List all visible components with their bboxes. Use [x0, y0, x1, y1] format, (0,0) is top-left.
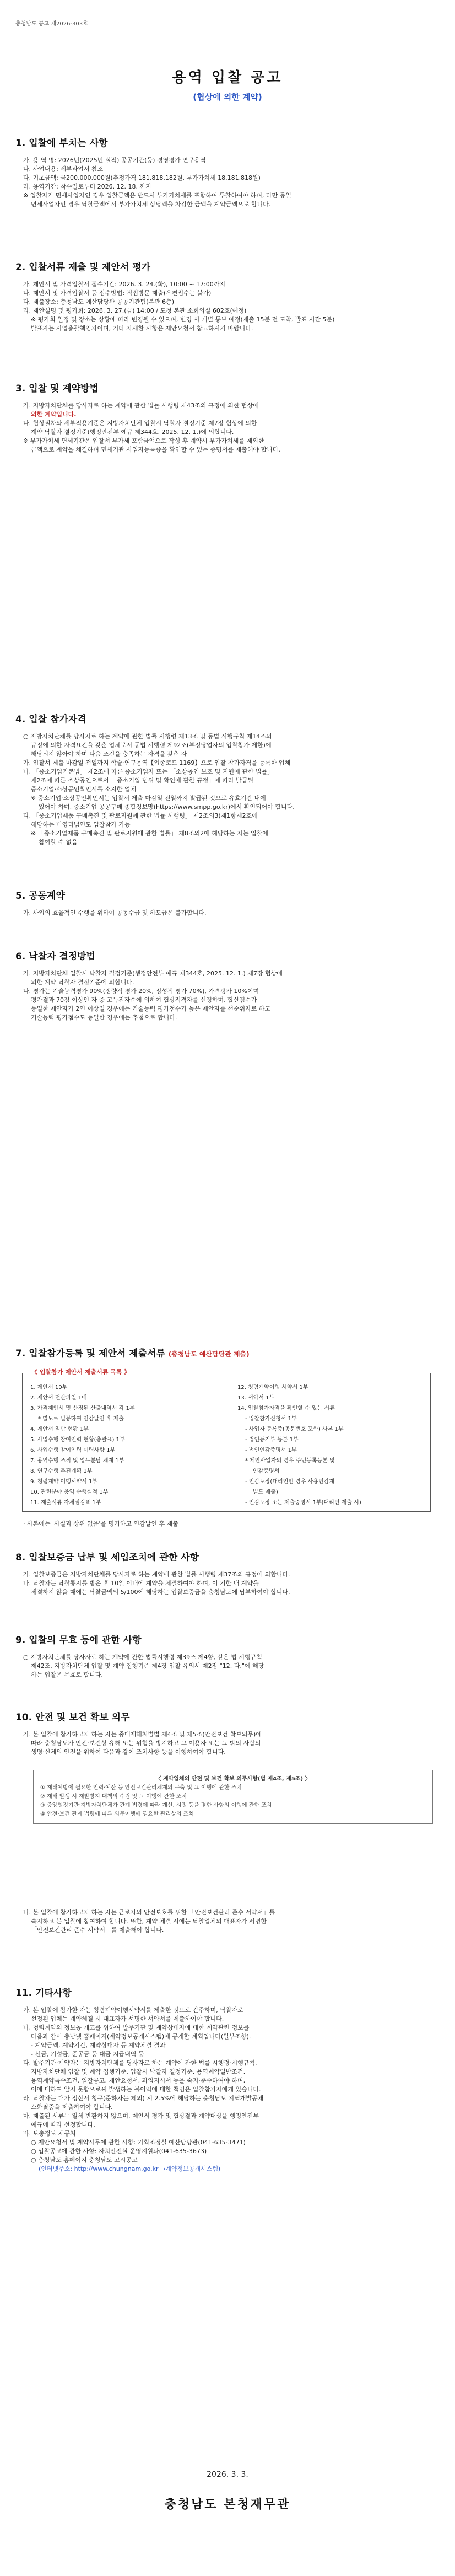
section-heading: 8. 입찰보증금 납부 및 세입조치에 관한 사항 [15, 1552, 199, 1563]
text-line: 나. 사업내용: 세부과업서 참조 [23, 165, 104, 173]
list-item: 9. 청렴계약 이행서약서 1부 [30, 1479, 98, 1485]
text-line: 금액으로 계약을 체결하며 면세기관 사업자등록증을 확인할 수 있는 증명서를 제출해야 합니다. [31, 446, 280, 453]
text-line: 나. 협상절차와 세부적용기준은 지방자치단체 입찰시 낙찰자 결정기준 제7장 협상에 의한 [23, 420, 257, 427]
text-line: ※ 「중소기업제품 구매촉진 및 판로지원에 관한 법률」 제8조의2에 해당하는 자는 입찰에 [31, 830, 268, 837]
text-line: 계약 낙찰자 결정기준(행정안전부 예규 제344호, 2025. 12. 1.)에 의합니다. [31, 428, 234, 436]
text-line: 참여할 수 없음 [39, 839, 78, 846]
text-line [15, 401, 440, 410]
list-item: 1. 제안서 10부 [30, 1384, 68, 1391]
section-heading-note: (충청남도 예산담당관 제출) [168, 1350, 250, 1358]
section-heading: 11. 기타사항 [15, 1988, 72, 1999]
text-line: 「안전보건관리 준수 서약서」를 제출해야 합니다. [31, 1926, 164, 1934]
box-title: 《 입찰참가 제안서 제출서류 목록 》 [28, 1367, 133, 1376]
text-line: - 선금, 기성금, 준공금 등 대금 지급내역 등 [31, 2051, 144, 2058]
list-item: 11. 제출서류 자체점검표 1부 [30, 1500, 101, 1506]
section-heading: 2. 입찰서류 제출 및 제안서 평가 [15, 262, 150, 273]
text-line: ○ 지방자치단체를 당사자로 하는 계약에 관한 법률 시행령 제13조 및 동법 시행규칙 제14조의 [23, 733, 272, 740]
text-line: 가. 본 입찰에 참가하고자 하는 자는 중대재해처벌법 제4조 및 제5조(안전보건 확보의무)에 [23, 1731, 262, 1738]
section-heading: 9. 입찰의 무효 등에 관한 사항 [15, 1635, 142, 1646]
text-line: 나. 「중소기업기본법」 제2조에 따른 중소기업자 또는 「소상공인 보호 및 지원에 관한 법률」 [23, 768, 274, 775]
list-item: 인감증명서 [253, 1468, 280, 1474]
text-line: 제42조, 지방자치단체 입찰 및 계약 집행기준 제4장 입찰 유의서 제2장 "12. 다."에 해당 [31, 1662, 264, 1670]
text-line: 라. 낙찰자는 대가 정산서 청구(준하자는 제외) 시 2.5%에 해당하는 충청남도 지역개발공채 [23, 2095, 264, 2102]
text-line: 생명·신체의 안전을 위하여 다음과 같이 조치사항 등을 이행하여야 합니다. [31, 1748, 226, 1756]
text-line: ○ 제안요청서 및 계약사무에 관한 사항: 기획조정실 예산담당관(041-635-3471) [31, 2139, 246, 2146]
obligation-item: ④ 안전·보건 관계 법령에 따른 의무이행에 필요한 관리상의 조치 [40, 1811, 194, 1817]
text-line: 가. 제안서 및 가격입찰서 접수기간: 2026. 3. 24.(화), 10:00 ~ 17:00까지 [23, 281, 225, 288]
text-line: 있어야 하며, 중소기업 공공구매 종합정보망(https://www.smpp.go.kr)에서 확인되어야 합니다. [39, 803, 295, 811]
section-8 [15, 1549, 440, 1596]
section-heading: 5. 공동계약 [15, 890, 65, 901]
text-line: 나. 제안서 및 가격입찰서 등 접수방법: 직접방문 제출(우편접수는 불가) [23, 289, 212, 297]
text-line: 가. 지방자치단체 입찰시 낙찰자 결정기준(행정안전부 예규 제344호, 2025. 12. 1.) 제7장 협상에 [23, 970, 283, 977]
list-item: 2. 제안서 전산파일 1매 [30, 1395, 87, 1401]
section-heading: 6. 낙찰자 결정방법 [15, 951, 96, 962]
list-item: - 법인등기부 등본 1부 [245, 1437, 299, 1443]
text-line: 따라 충청남도가 안전·보건상 유해 또는 위험을 방지하고 그 이용자 또는 그 밖의 사람의 [31, 1740, 261, 1747]
section-1 [15, 135, 440, 208]
text-line: 해당되지 않아야 하며 다음 조건을 충족하는 자격을 갖춘 자 [31, 750, 187, 758]
obligation-item: ② 재해 발생 시 재발방지 대책의 수립 및 그 이행에 관한 조치 [40, 1794, 187, 1800]
text-line: 나. 청렴계약의 정보공 개교를 위하여 발주기관 및 계약상대자에 대한 계약관련 정보를 [23, 2024, 250, 2031]
list-item: - 입찰참가신청서 1부 [245, 1416, 297, 1422]
text-line: ○ 충청남도 홈페이지 충청남도 고시공고 [31, 2156, 138, 2164]
text-line: 이에 대하여 알지 못함으로써 발생하는 불이익에 대한 책임은 입찰참가자에게 있습니다. [31, 2086, 261, 2093]
text-line: 평가결과 70점 이상인 자 중 고득점자순에 의하여 협상적격자를 선정하며, 합산점수가 [31, 996, 257, 1003]
list-item: - 인감도장 또는 제출증명서 1부(대리인 제출 시) [245, 1500, 361, 1506]
list-item: 13. 서약서 1부 [237, 1395, 275, 1401]
list-item: 14. 입찰참가자격을 확인할 수 있는 서류 [237, 1405, 335, 1412]
section-3 [15, 380, 440, 454]
list-item: 5. 사업수행 참여인력 현황(총괄표) 1부 [30, 1437, 125, 1443]
text-line: 기술능력 평가점수도 동일한 경우에는 추첨으로 합니다. [31, 1014, 177, 1021]
text-line: 예규에 따라 선정합니다. [31, 2121, 95, 2128]
text-line: ○ 입찰공고에 관한 사항: 자치안전실 운영지원과(041-635-3673) [31, 2148, 207, 2155]
obligation-item: ③ 중앙행정기관·지방자치단체가 관계 법령에 따라 개선, 시정 등을 명한 사항의 이행에 관한 조치 [40, 1802, 272, 1808]
text-line: 용역계약특수조건, 입찰공고, 제안요청서, 과업지시서 등을 숙지·준수하여야 하며, [31, 2077, 246, 2084]
page-subtitle: (협상에 의한 계약) [193, 92, 262, 102]
submission-list-box [22, 1368, 431, 1512]
text-line: 체결하지 않을 때에는 낙찰금액의 5/100에 해당하는 입찰보증금을 충청남도에 납부하여야 합니다. [31, 1588, 290, 1596]
list-item: 6. 사업수행 참여인력 이력사항 1부 [30, 1447, 116, 1453]
text-line: ※ 입찰자가 면세사업자인 경우 입찰금액은 반드시 부가가치세를 포함하여 투찰하여야 하며, 다만 동일 [23, 192, 291, 199]
text-line: 가. 사업의 효율적인 수행을 위하여 공동수급 및 하도급은 불가합니다. [23, 909, 207, 916]
list-item: 별도 제출) [253, 1489, 278, 1495]
footer-date: 2026. 3. 3. [207, 2470, 248, 2479]
text-line: ○ 지방자치단체를 당사자로 하는 계약에 관한 법률시행령 제39조 제4항, 같은 법 시행규칙 [23, 1654, 262, 1661]
text-line: 다. 발주기관·계약자는 지방자치단체를 당사자로 하는 계약에 관한 법률 시행령·시행규칙, [23, 2059, 257, 2067]
text-line: 숙지하고 본 입찰에 참여하여 합니다. 또한, 계약 체결 시에는 낙찰업체의 대표자가 서명한 [31, 1918, 267, 1925]
text-line: 지방자치단체 입찰 및 계약 집행기준, 입찰시 낙찰자 결정기준, 용역계약일반조건, [31, 2068, 246, 2075]
section-9 [15, 1632, 440, 1679]
text-line: ※ 평가회 일정 및 장소는 상황에 따라 변경될 수 있으며, 변경 시 개별 통보 예정(제출 15분 전 도착, 발표 시간 5분) [31, 316, 335, 323]
website-link[interactable]: (인터넷주소: http://www.chungnam.go.kr →계약정보공개시스템) [39, 2165, 221, 2172]
text-line: 가. 본 입찰에 참가한 자는 청렴계약이행서약서를 제출한 것으로 간주하며, 낙찰자로 [23, 2006, 243, 2014]
text-line: 라. 제안설명 및 평가회: 2026. 3. 27.(금) 14:00 / 도청 본관 소회의실 602호(예정) [23, 307, 247, 314]
text-line: 바. 보충정보 제공처 [23, 2130, 76, 2137]
text-line: 마. 제출된 서류는 일체 반환하지 않으며, 제안서 평가 및 협상결과 계약대상을 행정안전부 [23, 2112, 259, 2119]
obligation-item: ① 재해예방에 필요한 인력·예산 등 안전보건관리체계의 구축 및 그 이행에 관한 조치 [40, 1785, 242, 1791]
text-line: 다. 기초금액: 금200,000,000원(추정가격 181,818,182원, 부가가치세 18,181,818원) [23, 174, 261, 181]
section-heading: 3. 입찰 및 계약방법 [15, 383, 99, 394]
section-10-after [15, 1908, 440, 1934]
submission-list-left [30, 1382, 229, 1508]
text-line: 가. 입찰보증금은 지방자치단체를 당사자로 하는 계약에 관한 법률 시행령 제37조의 규정에 의합니다. [23, 1571, 290, 1578]
text-line: 소화필증을 제출하여야 합니다. [31, 2103, 113, 2111]
text-line: 하는 입찰은 무효로 합니다. [31, 1671, 103, 1678]
safety-obligations-box [33, 1770, 433, 1824]
text-line: 나. 낙찰자는 낙찰통지를 받은 후 10일 이내에 계약을 체결하여야 하며, 이 기한 내 계약을 [23, 1580, 259, 1587]
list-item: * 제안사업자의 경우 주민등록등본 및 [245, 1458, 335, 1464]
text-line: 발표자는 사업총괄책임자이며, 기타 자세한 사항은 제안요청서 참고하시기 바랍니다. [31, 325, 253, 332]
list-item: - 사업자 등록증(공문번호 포함) 사본 1부 [245, 1426, 344, 1432]
list-item: 7. 용역수행 조직 및 업무분담 체계 1부 [30, 1458, 124, 1464]
notice-number: 충청남도 공고 제2026-303호 [15, 21, 88, 27]
section-heading [15, 1345, 440, 1359]
section-6 [15, 948, 440, 1022]
section-heading: 4. 입찰 참가자격 [15, 714, 86, 725]
section-2 [15, 259, 440, 332]
text-span: 가. 지방자치단체를 당사자로 하는 계약에 관한 법률 시행령 제43조의 규정에 의한 협상에 [23, 402, 259, 409]
list-item: 4. 제안서 일반 현황 1부 [30, 1426, 89, 1432]
list-item: 3. 가격제안서 및 산정된 산출내역서 각 1부 [30, 1405, 135, 1412]
text-line: 가. 용 역 명: 2026년(2025년 실적) 공공기관(등) 경영평가 연구용역 [23, 157, 206, 164]
text-line: 다. 「중소기업제품 구매촉진 및 판로지원에 관한 법률 시행령」 제2조의3(제1항제2호에 [23, 812, 258, 819]
list-item: - 인감도장(대리인인 경우 사용인감계 [245, 1479, 334, 1485]
section-11 [15, 1985, 440, 2173]
text-line-highlight: 의한 계약입니다. [31, 411, 77, 418]
text-line: 제2조에 따른 소상공인으로서 「중소기업 범위 및 확인에 관한 규정」에 따라 발급된 [31, 777, 253, 784]
text-line: 나. 본 입찰에 참가하고자 하는 자는 근로자의 안전보호를 위한 「안전보건관리 준수 서약서」를 [23, 1909, 275, 1916]
text-line: 중소기업·소상공인확인서를 소지한 업체 [31, 786, 137, 793]
list-item: * 별도로 밀봉하여 인감날인 후 제출 [38, 1416, 124, 1422]
section-7-footnote [15, 1519, 440, 1528]
text-line: ※ 부가가치세 면세기관은 입찰서 부가세 포함금액으로 작성 후 계약시 부가가치세를 제외한 [23, 437, 264, 444]
list-item: 12. 청렴계약이행 서약서 1부 [237, 1384, 308, 1391]
section-7 [15, 1345, 440, 1366]
list-item: 8. 연구수행 추진계획 1부 [30, 1468, 93, 1474]
footer-organization: 충청남도 본청재무관 [164, 2498, 291, 2511]
list-item: - 법인인감증명서 1부 [245, 1447, 297, 1453]
section-heading-text: 7. 입찰참가등록 및 제안서 제출서류 [15, 1348, 165, 1359]
section-4 [15, 711, 440, 846]
box-title: 〈 계약업체의 안전 및 보건 확보 의무사항(법 제4조, 제5조) 〉 [155, 1776, 311, 1782]
text-line: - 계약금액, 계약기간, 계약상대자 등 계약체결 결과 [31, 2042, 166, 2049]
text-line: 라. 용역기간: 착수일로부터 2026. 12. 18. 까지 [23, 183, 151, 190]
text-line: ※ 중소기업·소상공인확인서는 입찰서 제출 마감일 전일까지 발급된 것으로 유효기간 내에 [31, 795, 266, 802]
text-line: 나. 평가는 기술능력평가 90%(정량적 평가 20%, 정성적 평가 70%), 가격평가 10%이며 [23, 988, 259, 995]
section-5 [15, 888, 440, 917]
text-line: 동일한 제안자가 2인 이상일 경우에는 기술능력 평가점수가 높은 제안자를 선순위자로 하고 [31, 1005, 271, 1012]
text-line: 면세사업자인 경우 낙찰금액에서 부가가치세 상당액을 차감한 금액을 계약금액으로 합니다. [31, 201, 271, 208]
text-line: 해당하는 비영리법인도 입찰참가 가능 [31, 821, 131, 828]
text-line: 다. 제출장소: 충청남도 예산담당관 공공기관팀(본관 6층) [23, 298, 175, 305]
section-heading: 10. 안전 및 보건 확보 의무 [15, 1712, 130, 1723]
page-title: 용역 입찰 공고 [172, 69, 283, 86]
text-line: 의한 계약 낙찰자 결정기준에 의합니다. [31, 979, 134, 986]
section-heading: 1. 입찰에 부치는 사항 [15, 138, 108, 149]
submission-list-right [237, 1382, 425, 1508]
section-10 [15, 1709, 440, 1756]
list-item: 10. 관련분야 용역 수행실적 1부 [30, 1489, 109, 1495]
text-line: 가. 입찰서 제출 마감일 전일까지 학술·연구용역【업종코드 1169】으로 입찰 참가자격을 등록한 업체 [23, 759, 291, 766]
text-line: 규정에 의한 자격요건을 갖춘 업체로서 동법 시행령 제92조(부정당업자의 입찰참가 제한)에 [31, 742, 272, 749]
text-line: 다음과 같이 충남넷 홈페이지(계약정보공개시스템)에 공개할 계획입니다(일부조항). [31, 2033, 251, 2040]
text-line: 선정된 업체는 계약체결 시 대표자가 서명한 서약서를 제출하여야 합니다. [31, 2015, 224, 2022]
footnote: · 사본에는 '사실과 상위 없음'을 명기하고 인감날인 후 제출 [23, 1520, 178, 1527]
